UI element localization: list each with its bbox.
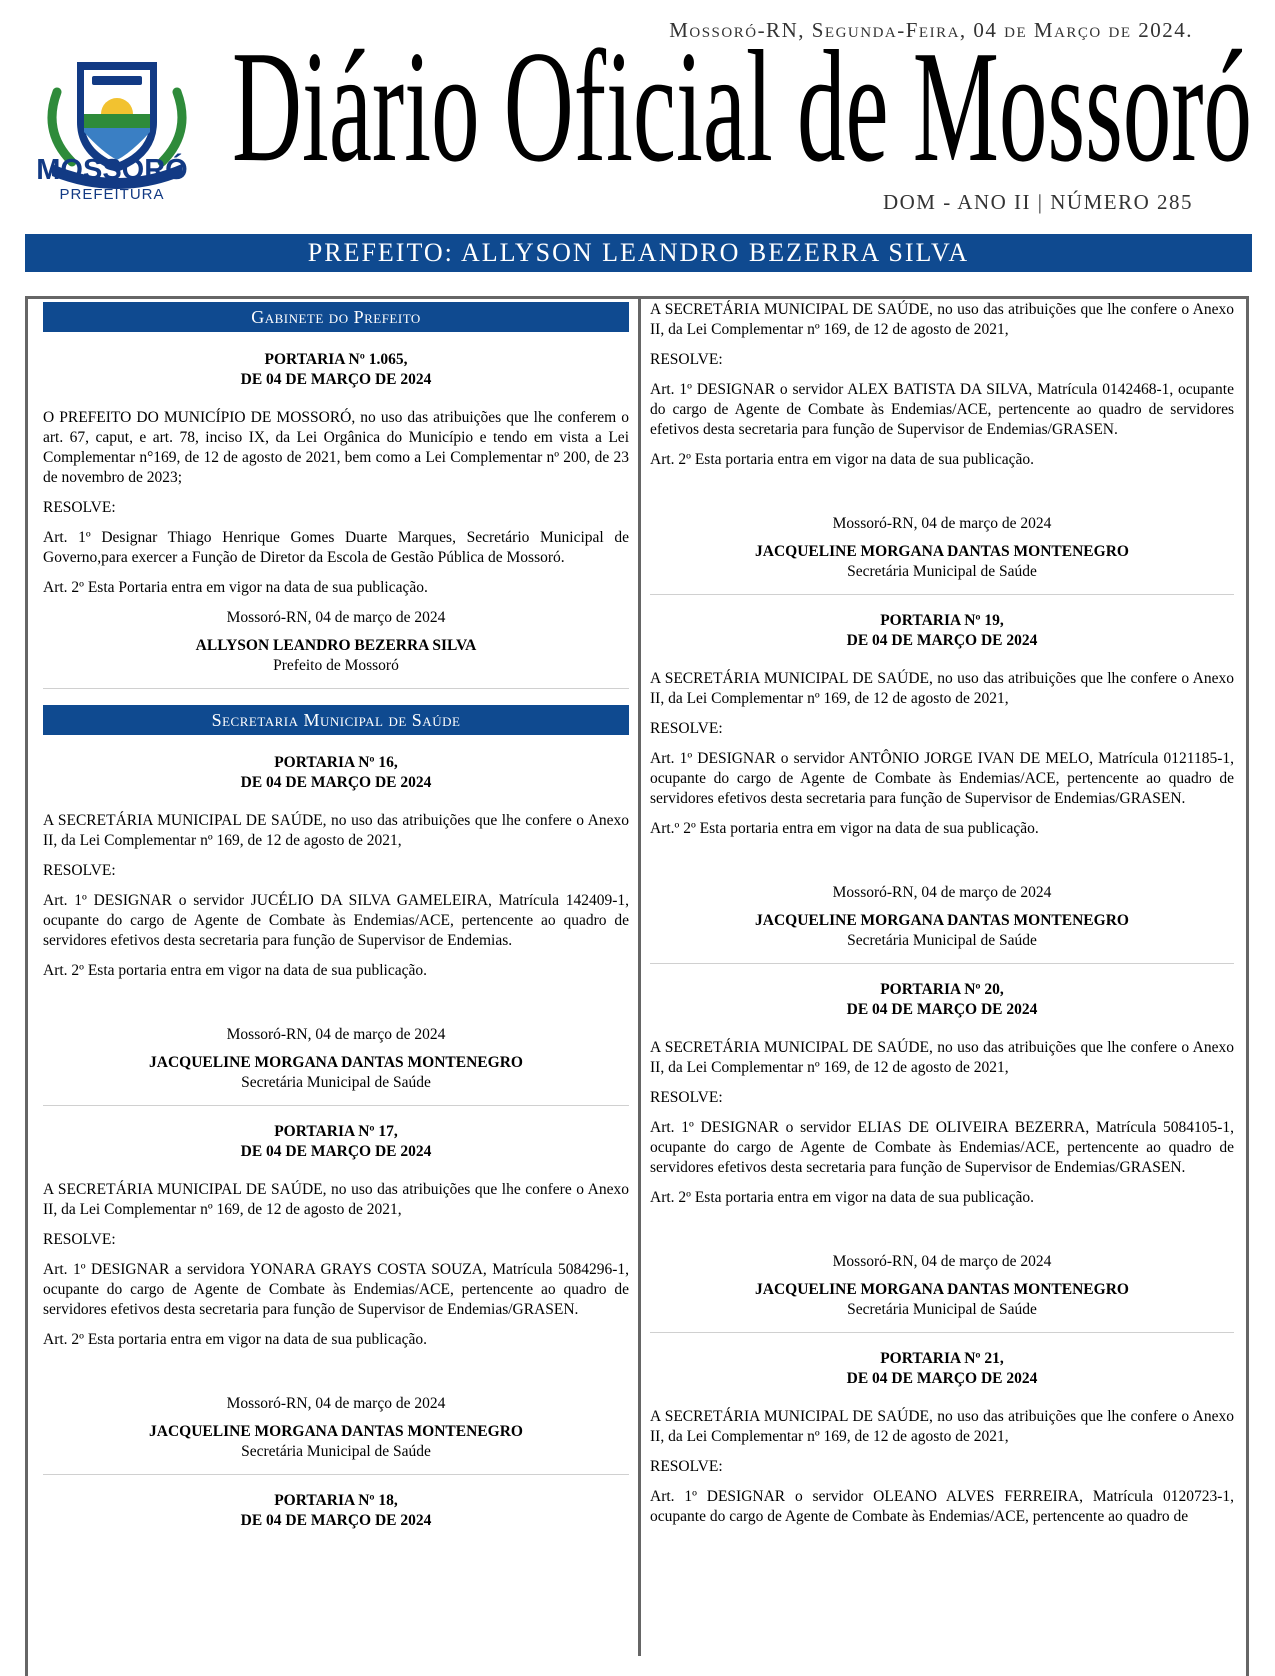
- portaria-art2: Art. 2º Esta portaria entra em vigor na data de sua publicação.: [43, 962, 427, 979]
- portaria-intro: A SECRETÁRIA MUNICIPAL DE SAÚDE, no uso das atribuições que lhe confere o Anexo II, da Lei Complementar nº 169, de 12 de agosto de 2021,: [43, 1181, 629, 1218]
- portaria-place-date: Mossoró-RN, 04 de março de 2024: [832, 1253, 1052, 1270]
- portaria-intro: A SECRETÁRIA MUNICIPAL DE SAÚDE, no uso das atribuições que lhe confere o Anexo II, da Lei Complementar nº 169, de 12 de agosto de 2021,: [650, 1408, 1234, 1445]
- left-column: [43, 296, 629, 1549]
- portaria-intro: A SECRETÁRIA MUNICIPAL DE SAÚDE, no uso das atribuições que lhe confere o Anexo II, da Lei Complementar nº 169, de 12 de agosto de 2021,: [650, 301, 1234, 338]
- portaria-number: PORTARIA Nº 18,: [274, 1492, 398, 1509]
- portaria-18: [43, 1491, 629, 1531]
- portaria-intro: A SECRETÁRIA MUNICIPAL DE SAÚDE, no uso das atribuições que lhe confere o Anexo II, da Lei Complementar nº 169, de 12 de agosto de 2021,: [43, 812, 629, 849]
- portaria-19: [650, 611, 1234, 951]
- separator: [43, 688, 629, 689]
- portaria-resolve: RESOLVE:: [650, 1089, 723, 1106]
- portaria-date: DE 04 DE MARÇO DE 2024: [846, 1001, 1038, 1018]
- portaria-date: DE 04 DE MARÇO DE 2024: [240, 1512, 432, 1529]
- signatory-name: JACQUELINE MORGANA DANTAS MONTENEGRO: [755, 543, 1129, 560]
- portaria-art1: Art. 1º DESIGNAR o servidor OLEANO ALVES FERREIRA, Matrícula 0120723-1, ocupante do cargo de Agente de Combate às Endemias/ACE, pertencente ao quadro de: [650, 1488, 1234, 1525]
- signatory-role: Secretária Municipal de Saúde: [847, 563, 1037, 580]
- separator: [43, 1474, 629, 1475]
- portaria-art2: Art. 2º Esta portaria entra em vigor na data de sua publicação.: [650, 451, 1034, 468]
- portaria-resolve: RESOLVE:: [43, 1231, 116, 1248]
- portaria-art1: Art. 1º Designar Thiago Henrique Gomes Duarte Marques, Secretário Municipal de Governo,para exercer a Função de Diretor da Escola de Gestão Pública de Mossoró.: [43, 529, 629, 566]
- portaria-place-date: Mossoró-RN, 04 de março de 2024: [226, 609, 446, 626]
- masthead-title: [232, 26, 1252, 186]
- separator: [43, 1105, 629, 1106]
- portaria-intro: O PREFEITO DO MUNICÍPIO DE MOSSORÓ, no uso das atribuições que lhe conferem o art. 67, caput, e art. 78, inciso IX, da Lei Orgânica do Município e tendo em vista a Lei Complementar n°169, de 12 de agosto de 2021, bem como a Lei Complementar nº 200, de 23 de novembro de 2023;: [43, 409, 629, 486]
- portaria-art2: Art. 2º Esta portaria entra em vigor na data de sua publicação.: [650, 1189, 1034, 1206]
- page-header: [0, 0, 1275, 267]
- portaria-17: [43, 1122, 629, 1462]
- signatory-role: Secretária Municipal de Saúde: [241, 1074, 431, 1091]
- portaria-title: [43, 1122, 629, 1162]
- portaria-resolve: RESOLVE:: [43, 499, 116, 516]
- portaria-art2: Art. 2º Esta Portaria entra em vigor na data de sua publicação.: [43, 579, 428, 596]
- signatory-name: JACQUELINE MORGANA DANTAS MONTENEGRO: [149, 1054, 523, 1071]
- signatory-role: Secretária Municipal de Saúde: [847, 1301, 1037, 1318]
- prefeito-banner: PREFEITO: ALLYSON LEANDRO BEZERRA SILVA: [25, 234, 1252, 272]
- portaria-21: [650, 1349, 1234, 1527]
- section-header-gabinete: Gabinete do Prefeito: [43, 302, 629, 332]
- separator: [650, 1332, 1234, 1333]
- issue-dateline: Mossoró-RN, Segunda-Feira, 04 de Março de 2024.: [669, 18, 1193, 42]
- portaria-art1: Art. 1º DESIGNAR a servidora YONARA GRAYS COSTA SOUZA, Matrícula 5084296-1, ocupante do cargo de Agente de Combate às Endemias/ACE, pertencente ao quadro de servidores efetivos desta secretaria para função de Supervisor de Endemias/GRASEN.: [43, 1261, 629, 1318]
- portaria-place-date: Mossoró-RN, 04 de março de 2024: [226, 1026, 446, 1043]
- signatory-name: JACQUELINE MORGANA DANTAS MONTENEGRO: [149, 1423, 523, 1440]
- portaria-art2: Art.º 2º Esta portaria entra em vigor na data de sua publicação.: [650, 820, 1039, 837]
- portaria-18-continued: [650, 300, 1234, 582]
- column-divider: [638, 296, 641, 1656]
- portaria-date: DE 04 DE MARÇO DE 2024: [240, 774, 432, 791]
- signatory-role: Prefeito de Mossoró: [273, 657, 399, 674]
- portaria-number: PORTARIA Nº 1.065,: [264, 351, 408, 368]
- portaria-title: [650, 980, 1234, 1020]
- separator: [650, 594, 1234, 595]
- portaria-intro: A SECRETÁRIA MUNICIPAL DE SAÚDE, no uso das atribuições que lhe confere o Anexo II, da Lei Complementar nº 169, de 12 de agosto de 2021,: [650, 670, 1234, 707]
- portaria-title: [650, 611, 1234, 651]
- portaria-date: DE 04 DE MARÇO DE 2024: [240, 371, 432, 388]
- portaria-1065: [43, 350, 629, 676]
- right-column: [650, 296, 1234, 1537]
- portaria-resolve: RESOLVE:: [650, 351, 723, 368]
- portaria-title: [43, 1491, 629, 1531]
- portaria-title: [43, 350, 629, 390]
- logo-subtitle: PREFEITURA: [59, 186, 165, 203]
- portaria-date: DE 04 DE MARÇO DE 2024: [240, 1143, 432, 1160]
- portaria-number: PORTARIA Nº 17,: [274, 1123, 398, 1140]
- portaria-number: PORTARIA Nº 20,: [880, 981, 1004, 998]
- portaria-art2: Art. 2º Esta portaria entra em vigor na data de sua publicação.: [43, 1331, 427, 1348]
- portaria-number: PORTARIA Nº 16,: [274, 754, 398, 771]
- portaria-art1: Art. 1º DESIGNAR o servidor JUCÉLIO DA SILVA GAMELEIRA, Matrícula 142409-1, ocupante do cargo de Agente de Combate às Endemias/ACE, pertencente ao quadro de servidores efetivos desta secretaria para função de Supervisor de Endemias.: [43, 892, 629, 949]
- portaria-title: [43, 753, 629, 793]
- signatory-name: ALLYSON LEANDRO BEZERRA SILVA: [195, 637, 477, 654]
- signatory-role: Secretária Municipal de Saúde: [241, 1443, 431, 1460]
- portaria-place-date: Mossoró-RN, 04 de março de 2024: [832, 884, 1052, 901]
- portaria-resolve: RESOLVE:: [650, 1458, 723, 1475]
- separator: [650, 963, 1234, 964]
- portaria-intro: A SECRETÁRIA MUNICIPAL DE SAÚDE, no uso das atribuições que lhe confere o Anexo II, da Lei Complementar nº 169, de 12 de agosto de 2021,: [650, 1039, 1234, 1076]
- portaria-art1: Art. 1º DESIGNAR o servidor ALEX BATISTA DA SILVA, Matrícula 0142468-1, ocupante do cargo de Agente de Combate às Endemias/ACE, pertencente ao quadro de servidores efetivos desta secretaria para função de Supervisor de Endemias/GRASEN.: [650, 381, 1234, 438]
- portaria-date: DE 04 DE MARÇO DE 2024: [846, 632, 1038, 649]
- portaria-16: [43, 753, 629, 1093]
- portaria-resolve: RESOLVE:: [43, 862, 116, 879]
- edition-number: DOM - ANO II | NÚMERO 285: [882, 190, 1193, 214]
- signatory-role: Secretária Municipal de Saúde: [847, 932, 1037, 949]
- portaria-20: [650, 980, 1234, 1320]
- portaria-date: DE 04 DE MARÇO DE 2024: [846, 1370, 1038, 1387]
- portaria-title: [650, 1349, 1234, 1389]
- section-header-saude: Secretaria Municipal de Saúde: [43, 705, 629, 735]
- portaria-place-date: Mossoró-RN, 04 de março de 2024: [832, 515, 1052, 532]
- signatory-name: JACQUELINE MORGANA DANTAS MONTENEGRO: [755, 1281, 1129, 1298]
- portaria-art1: Art. 1º DESIGNAR o servidor ELIAS DE OLIVEIRA BEZERRA, Matrícula 5084105-1, ocupante do cargo de Agente de Combate às Endemias/ACE, pertencente ao quadro de servidores efetivos desta secretaria para função de Supervisor de Endemias/GRASEN.: [650, 1119, 1234, 1176]
- portaria-resolve: RESOLVE:: [650, 720, 723, 737]
- masthead-text: Diário Oficial de Mossoró: [232, 26, 1252, 186]
- portaria-art1: Art. 1º DESIGNAR o servidor ANTÔNIO JORGE IVAN DE MELO, Matrícula 0121185-1, ocupante do cargo de Agente de Combate às Endemias/ACE, pertencente ao quadro de servidores efetivos desta secretaria para função de Supervisor de Endemias/GRASEN.: [650, 750, 1234, 807]
- logo-wordmark: MOSSORÓ: [36, 154, 188, 186]
- portaria-place-date: Mossoró-RN, 04 de março de 2024: [226, 1395, 446, 1412]
- portaria-number: PORTARIA Nº 21,: [880, 1350, 1004, 1367]
- signatory-name: JACQUELINE MORGANA DANTAS MONTENEGRO: [755, 912, 1129, 929]
- portaria-number: PORTARIA Nº 19,: [880, 612, 1004, 629]
